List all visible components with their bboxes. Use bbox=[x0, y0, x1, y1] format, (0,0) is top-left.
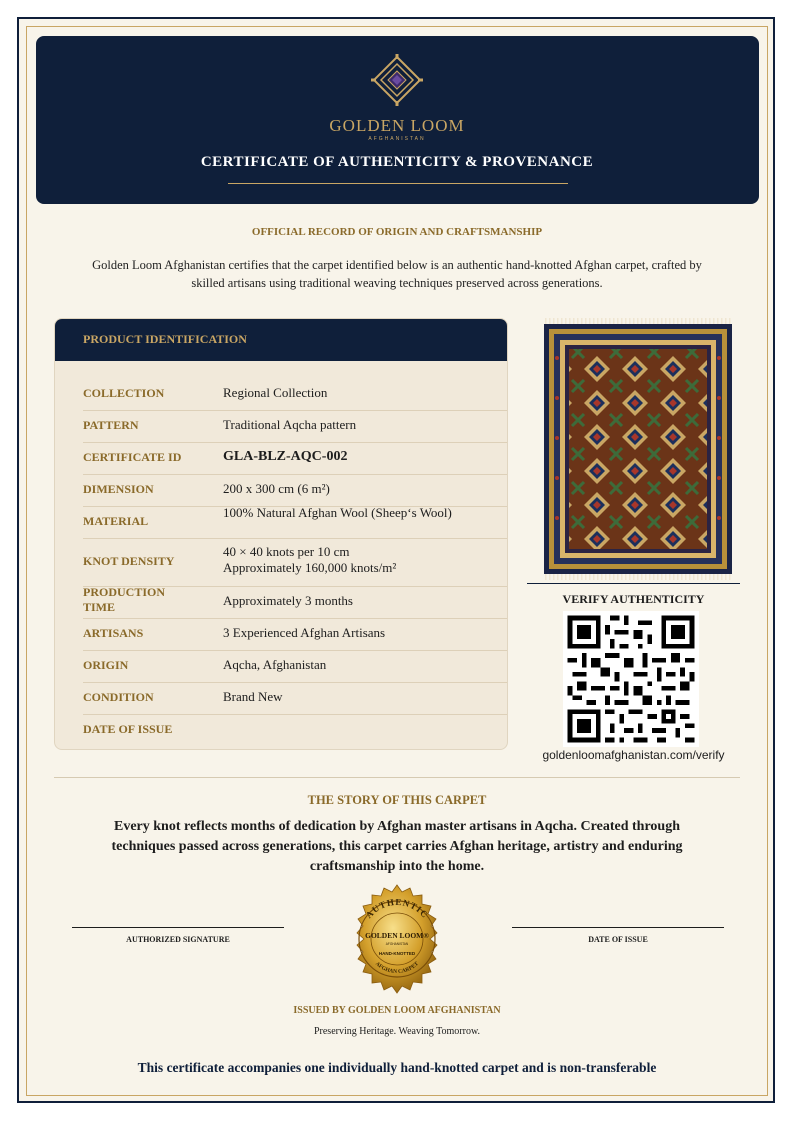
row-label: KNOT DENSITY bbox=[83, 554, 175, 568]
row-label: CERTIFICATE ID bbox=[83, 450, 182, 464]
product-row-collection bbox=[83, 379, 508, 411]
row-label: ORIGIN bbox=[83, 658, 129, 672]
date-of-issue-label: DATE OF ISSUE bbox=[588, 935, 648, 944]
verify-authenticity-label: VERIFY AUTHENTICITY bbox=[562, 592, 705, 606]
row-value-line2: Approximately 160,000 knots/m² bbox=[223, 560, 397, 575]
product-row-knot-density bbox=[83, 539, 508, 587]
tagline: Preserving Heritage. Weaving Tomorrow. bbox=[313, 1026, 481, 1037]
product-panel-title: PRODUCT IDENTIFICATION bbox=[83, 332, 247, 346]
row-value: 40 × 40 knots per 10 cm bbox=[223, 544, 350, 559]
product-row-production-time bbox=[83, 587, 508, 619]
row-label: COLLECTION bbox=[83, 386, 165, 400]
product-row-pattern bbox=[83, 411, 508, 443]
authorized-signature-line bbox=[72, 927, 284, 928]
row-value: 3 Experienced Afghan Artisans bbox=[223, 625, 386, 640]
certificate-id-value: GLA-BLZ-AQC-002 bbox=[223, 449, 348, 464]
qr-code-icon[interactable] bbox=[563, 611, 699, 747]
seal-brand-sub: AFGHANISTAN bbox=[385, 942, 409, 946]
issued-by: ISSUED BY GOLDEN LOOM AFGHANISTAN bbox=[293, 1005, 501, 1016]
product-row-origin bbox=[83, 651, 508, 683]
product-panel-header bbox=[55, 319, 507, 361]
row-value: Brand New bbox=[223, 689, 283, 704]
row-value: Traditional Aqcha pattern bbox=[223, 417, 357, 432]
certificate-title: CERTIFICATE OF AUTHENTICITY & PROVENANCE bbox=[200, 154, 594, 170]
row-label: DATE OF ISSUE bbox=[83, 722, 173, 736]
story-text: Every knot reflects months of dedication by Afghan master artisans in Aqcha. Created through techniques passed across generations, this carpet carries Afghan heritage, artistry and enduring craftsmanship into the home. bbox=[111, 819, 683, 874]
header-divider bbox=[228, 183, 568, 184]
seal-brand: GOLDEN LOOM® bbox=[365, 931, 429, 940]
product-identification-panel bbox=[54, 318, 508, 750]
verify-url-link[interactable]: goldenloomafghanistan.com/verify bbox=[542, 748, 725, 762]
row-value: Approximately 3 months bbox=[223, 593, 353, 608]
brand-name: GOLDEN LOOM bbox=[329, 116, 465, 135]
non-transferable-note: This certificate accompanies one individually hand-knotted carpet and is non-transferable bbox=[137, 1060, 657, 1075]
row-label: DIMENSION bbox=[83, 482, 154, 496]
brand-subtitle: AFGHANISTAN bbox=[368, 136, 426, 142]
authentic-seal-icon bbox=[341, 883, 453, 995]
product-row-artisans bbox=[83, 619, 508, 651]
product-row-material bbox=[83, 507, 508, 539]
product-row-dimension bbox=[83, 475, 508, 507]
date-of-issue-line bbox=[512, 927, 724, 928]
carpet-photo bbox=[540, 318, 736, 580]
product-row-certificate-id bbox=[83, 443, 508, 475]
verify-divider bbox=[527, 583, 740, 584]
authorized-signature-label: AUTHORIZED SIGNATURE bbox=[126, 935, 230, 944]
diamond-loom-logo-icon bbox=[371, 54, 423, 106]
intro-text: Golden Loom Afghanistan certifies that the carpet identified below is an authentic hand-knotted Afghan carpet, crafted by skilled artisans using traditional weaving techniques preserved across generations. bbox=[92, 258, 702, 290]
row-value: Aqcha, Afghanistan bbox=[223, 657, 327, 672]
product-row-condition bbox=[83, 683, 508, 715]
product-row-date-of-issue bbox=[83, 715, 508, 747]
row-label: PRODUCTION TIME bbox=[83, 585, 166, 614]
seal-line2: AFGHAN CARPET bbox=[374, 960, 420, 976]
row-label: CONDITION bbox=[83, 690, 154, 704]
official-record-label: OFFICIAL RECORD OF ORIGIN AND CRAFTSMANSHIP bbox=[251, 226, 543, 238]
row-value: 200 x 300 cm (6 m²) bbox=[223, 481, 330, 496]
row-value: Regional Collection bbox=[223, 385, 328, 400]
row-label: ARTISANS bbox=[83, 626, 144, 640]
seal-line1: HAND-KNOTTED bbox=[378, 951, 416, 956]
row-label: MATERIAL bbox=[83, 514, 149, 528]
story-title: THE STORY OF THIS CARPET bbox=[307, 793, 487, 807]
row-label: PATTERN bbox=[83, 418, 139, 432]
seal-top-text: AUTHENTIC bbox=[363, 896, 431, 921]
row-value: 100% Natural Afghan Wool (Sheep‘s Wool) bbox=[223, 505, 452, 520]
section-divider bbox=[54, 777, 740, 778]
